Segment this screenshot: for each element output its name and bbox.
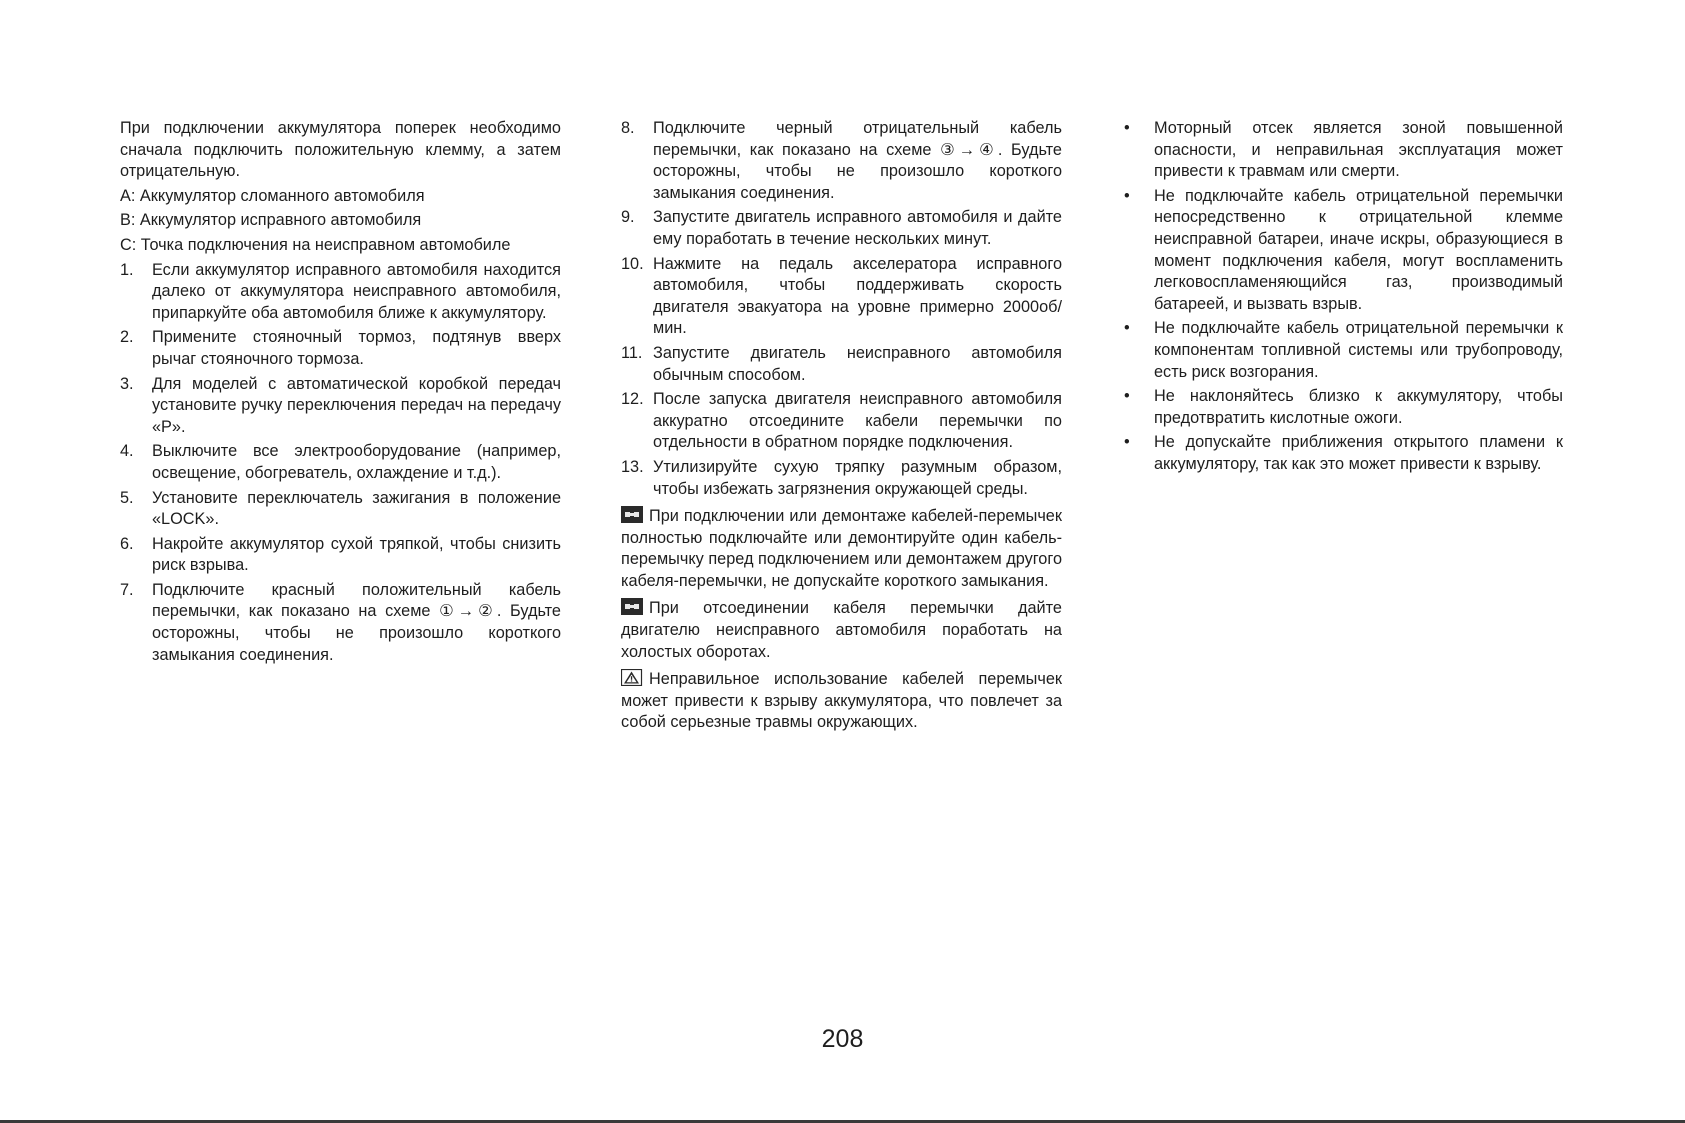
step-number: 5.: [120, 488, 134, 507]
list-item: [120, 260, 561, 325]
bullet-symbol: •: [1124, 387, 1130, 406]
list-item: [120, 374, 561, 439]
bullet-text: Не подключайте кабель отрицательной перемычки непосредственно к отрицательной клемме неисправной батареи, иначе искры, образующиеся в момент подключения кабеля, могут воспламенить легковоспламеняющийся газ, производимый батареей, и вызвать взрыв.: [1154, 186, 1563, 313]
bullet-text: Не подключайте кабель отрицательной перемычки к компонентам топливной системы или трубопроводу, есть риск возгорания.: [1154, 319, 1563, 381]
column-left: [120, 118, 561, 669]
step-text: Накройте аккумулятор сухой тряпкой, чтобы снизить риск взрыва.: [152, 534, 561, 575]
column-middle: [621, 118, 1062, 737]
step-text: Нажмите на педаль акселератора исправного автомобиля, чтобы поддерживать скорость двигателя эвакуатора на уровне примерно 2000об/мин.: [653, 254, 1062, 338]
bullet-symbol: •: [1124, 433, 1130, 452]
warning-icon: [621, 669, 643, 686]
list-item: [1122, 318, 1563, 383]
step-number: 9.: [621, 208, 635, 227]
note-text: При подключении или демонтаже кабелей-перемычек полностью подключайте или демонтируйте один кабель-перемычку перед подключением или демонтажем другого кабеля-перемычки, не допускайте короткого замыкания.: [621, 507, 1062, 590]
warning-text: Неправильное использование кабелей перемычек может привести к взрыву аккумулятора, что повлечет за собой серьезные травмы окружающих.: [621, 670, 1062, 732]
note-icon: [621, 506, 643, 523]
step-text: Утилизируйте сухую тряпку разумным образом, чтобы избежать загрязнения окружающей среды.: [653, 457, 1062, 498]
step-text: Запустите двигатель неисправного автомобиля обычным способом.: [653, 343, 1062, 384]
list-item: [120, 534, 561, 577]
bullet-text: Не допускайте приближения открытого пламени к аккумулятору, так как это может привести к взрыву.: [1154, 433, 1563, 473]
step-number: 10.: [621, 254, 644, 273]
step-text: Если аккумулятор исправного автомобиля находится далеко от аккумулятора неисправного автомобиля, припаркуйте оба автомобиля ближе к аккумулятору.: [152, 260, 561, 322]
step-text: Примените стояночный тормоз, подтянув вверх рычаг стояночного тормоза.: [152, 328, 561, 368]
list-item: [621, 343, 1062, 386]
bullet-text: Не наклоняйтесь близко к аккумулятору, чтобы предотвратить кислотные ожоги.: [1154, 387, 1563, 427]
list-item: [621, 207, 1062, 250]
step-text: Подключите красный положительный кабель перемычки, как показано на схеме ①→②. Будьте осторожны, чтобы не произошло короткого замыкания соединения.: [152, 580, 561, 664]
step-text: Подключите черный отрицательный кабель перемычки, как показано на схеме ③→④. Будьте осторожны, чтобы не произошло короткого замыкания соединения.: [653, 119, 1062, 202]
warning-paragraph: [621, 669, 1062, 734]
legend-a: A: Аккумулятор сломанного автомобиля: [120, 186, 425, 205]
bullet-symbol: •: [1124, 319, 1130, 338]
step-text: После запуска двигателя неисправного автомобиля аккуратно отсоедините кабели перемычки по отдельности в обратном порядке подключения.: [653, 390, 1062, 452]
step-number: 12.: [621, 390, 644, 409]
list-item: [120, 441, 561, 484]
step-text: Выключите все электрооборудование (например, освещение, обогреватель, охлаждение и т.д.).: [152, 442, 561, 482]
step-number: 4.: [120, 442, 134, 461]
step-number: 3.: [120, 374, 134, 393]
list-item: [621, 254, 1062, 340]
list-item: [621, 389, 1062, 454]
note-paragraph: [621, 598, 1062, 663]
list-item: [120, 488, 561, 531]
note-paragraph: [621, 506, 1062, 592]
step-number: 7.: [120, 580, 134, 599]
list-item: [1122, 432, 1563, 475]
bullet-symbol: •: [1124, 186, 1130, 205]
step-number: 2.: [120, 328, 134, 347]
intro-paragraph: При подключении аккумулятора поперек необходимо сначала подключить положительную клемму, а затем отрицательную.: [120, 119, 561, 181]
legend-c: C: Точка подключения на неисправном автомобиле: [120, 235, 511, 254]
list-item: [621, 118, 1062, 204]
list-item: [621, 457, 1062, 500]
bullet-symbol: •: [1124, 119, 1130, 137]
step-number: 13.: [621, 457, 644, 476]
step-text: Установите переключатель зажигания в положение «LOCK».: [152, 488, 561, 529]
column-right: [1122, 118, 1563, 479]
step-text: Для моделей с автоматической коробкой передач установите ручку переключения передач на передачу «P».: [152, 374, 561, 436]
step-number: 6.: [120, 534, 134, 553]
legend-b: B: Аккумулятор исправного автомобиля: [120, 211, 422, 230]
list-item: [1122, 118, 1563, 183]
step-text: Запустите двигатель исправного автомобиля и дайте ему поработать в течение нескольких минут.: [653, 208, 1062, 248]
page-number: 208: [821, 1025, 864, 1053]
step-number: 1.: [120, 260, 134, 279]
note-icon: [621, 598, 643, 615]
step-number: 11.: [621, 343, 643, 362]
list-item: [1122, 386, 1563, 429]
steps-list-1: [120, 260, 561, 667]
steps-list-2: [621, 118, 1062, 500]
note-text: При отсоединении кабеля перемычки дайте двигателю неисправного автомобиля поработать на холостых оборотах.: [621, 599, 1062, 661]
list-item: [120, 580, 561, 666]
step-number: 8.: [621, 119, 635, 137]
bullet-text: Моторный отсек является зоной повышенной опасности, и неправильная эксплуатация может привести к травмам или смерти.: [1154, 119, 1563, 181]
list-item: [120, 327, 561, 370]
warning-bullets: [1122, 118, 1563, 476]
list-item: [1122, 186, 1563, 316]
